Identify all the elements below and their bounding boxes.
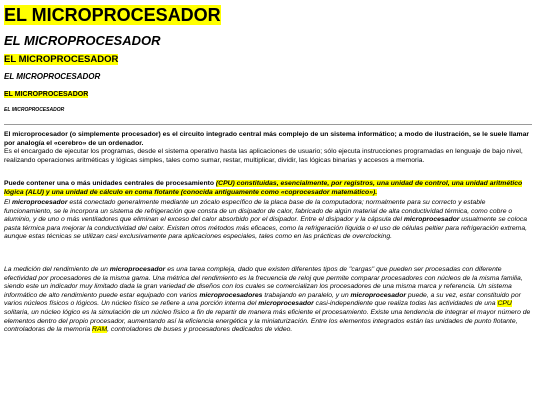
perf-bold-4: microprocesador bbox=[258, 300, 314, 308]
intro-text: Es el encargado de ejecutar los programas, desde el sistema operativo hasta las aplicaciones de usuario; sólo ejecuta instrucciones programadas en lenguaje de bajo nivel, realizando operaciones aritméticas y lógicas simples, tales como sumar, restar, multiplicar, dividir, las lógicas binarias y accesos a memoria. bbox=[4, 148, 523, 164]
perf-text-3: trabajando en paralelo, y un bbox=[262, 291, 351, 299]
cpu-units-highlight: (CPU) constituidas, esencialmente, por registros, una unidad de control, una unidad aritmético lógica (ALU) y una unidad de cálculo en coma flotante (conocida antiguamente como «coprocesador matemático»). bbox=[4, 180, 523, 196]
horizontal-rule bbox=[4, 124, 532, 125]
cooling-text-2: está conectado generalmente mediante un zócalo específico de la placa base de la computadora; normalmente para su correcto y estable funcionamiento, se le incorpora un sistema de refrigeración que consta de un disipador de calor, fabricado de algún material de alta conductividad térmica, como cobre o aluminio, y de uno o más ventiladores que eliminan el exceso del calor absorbido por el disipador. Entre el disipador y la cápsula del bbox=[4, 199, 513, 224]
perf-bold-3: microprocesador bbox=[350, 291, 407, 299]
cooling-bold-2: microprocesador bbox=[403, 216, 460, 224]
heading-1-text: EL MICROPROCESADOR bbox=[4, 5, 221, 25]
heading-3-text: EL MICROPROCESADOR bbox=[4, 54, 119, 65]
ram-highlight: RAM bbox=[92, 326, 108, 334]
perf-text-6: solitaria, un núcleo lógico es la simulación de un núcleo físico a fin de repartir de manera más eficiente el procesamiento. Existe una tendencia de integrar el mayor número de elementos dentro del propio procesador, aumentando así la eficiencia energética y la miniaturización. Entre los elementos integrados están las unidades de punto flotante, controladoras de la memoria bbox=[4, 308, 531, 334]
heading-5-text: EL MICROPROCESADOR bbox=[4, 91, 89, 98]
paragraph-cooling bbox=[4, 199, 532, 242]
heading-1 bbox=[4, 6, 221, 26]
perf-text-7: , controladores de buses y procesadores dedicados de video. bbox=[107, 326, 293, 334]
cooling-text-1: El bbox=[4, 199, 12, 206]
intro-bold-text: El microprocesador (o simplemente procesador) es el circuito integrado central más complejo de un sistema informático; a modo de ilustración, se le suele llamar por analogía el «cerebro» de un ordenador. bbox=[4, 131, 530, 147]
heading-2: EL MICROPROCESADOR bbox=[4, 33, 161, 48]
perf-bold-2: microprocesadores bbox=[199, 291, 263, 299]
paragraph-intro bbox=[4, 131, 532, 165]
paragraph-cpu-units bbox=[4, 180, 532, 197]
cpu-highlight: CPU bbox=[497, 300, 512, 308]
cooling-text-3: usualmente se coloca pasta térmica para mejorar la conductividad del calor. Existen otros métodos más eficaces, como la refrigeración líquida o el uso de células peltier para refrigeración extrema, aunque estas técnicas se utilizan casi exclusivamente para aplicaciones especiales, tales como en las prácticas de overclocking. bbox=[4, 216, 528, 241]
perf-text-1: La medición del rendimiento de un bbox=[4, 266, 110, 273]
cpu-units-bold-text: Puede contener una o más unidades centrales de procesamiento bbox=[4, 180, 216, 187]
heading-6: EL MICROPROCESADOR bbox=[4, 107, 65, 113]
perf-text-2: es una tarea compleja, dado que existen diferentes tipos de "cargas" que pueden ser procesadas con diferente efectividad por procesadores de la misma gama. Una métrica del rendimiento es la frecuencia de reloj que permite comparar procesadores con núcleos de la misma familia, siendo este un indicador muy limitado dada la gran variedad de diseños con los cuales se comercializan los procesadores de una misma marca y referencia. Un sistema informático de alto rendimiento puede estar equipado con varios bbox=[4, 266, 523, 299]
perf-bold-1: microprocesador bbox=[109, 266, 166, 273]
heading-3 bbox=[4, 55, 118, 65]
heading-4: EL MICROPROCESADOR bbox=[4, 72, 101, 81]
perf-text-4: puede, a su vez, estar constituido por varios núcleos físicos o lógicos. Un núcleo físico se refiere a una porción interna del bbox=[4, 291, 521, 308]
heading-5 bbox=[4, 91, 88, 99]
perf-text-5: casi-independiente que realiza todas las actividades de una bbox=[313, 300, 498, 308]
cooling-bold-1: microprocesador bbox=[11, 199, 68, 206]
paragraph-performance bbox=[4, 266, 532, 335]
